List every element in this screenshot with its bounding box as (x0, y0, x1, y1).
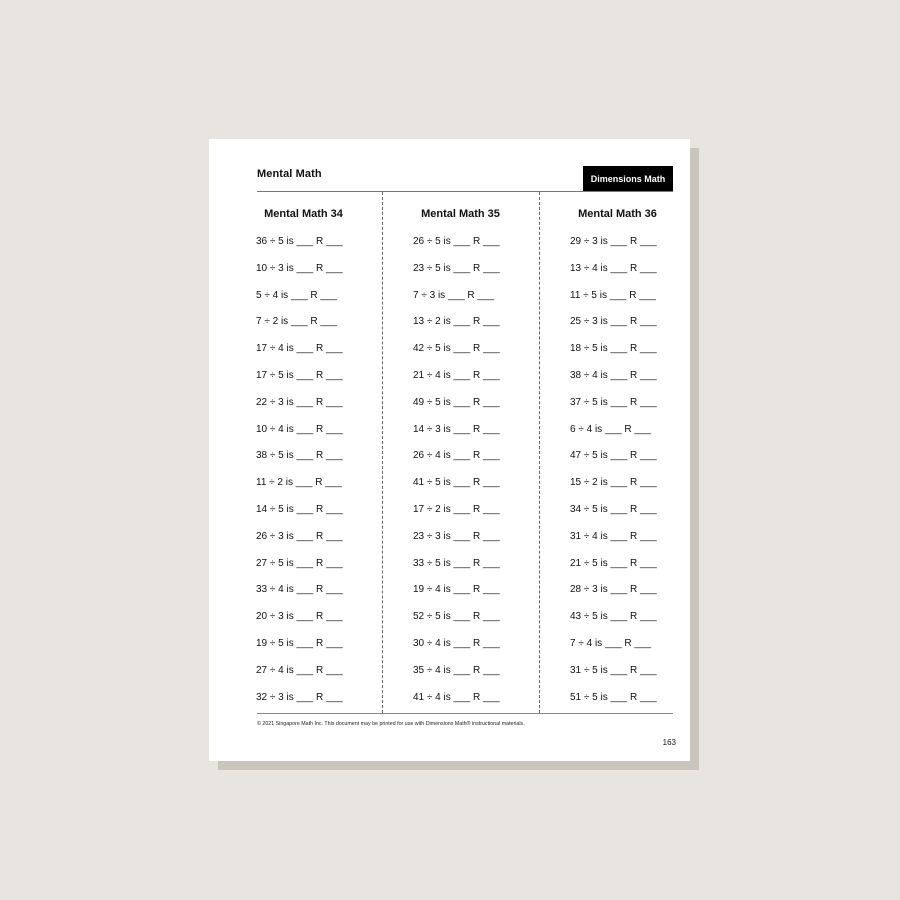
problem-item: 30 ÷ 4 is ___ R ___ (413, 638, 500, 649)
problem-item: 23 ÷ 5 is ___ R ___ (413, 262, 500, 274)
problem-item: 17 ÷ 4 is ___ R ___ (256, 343, 343, 355)
column-mental-math-34 (225, 192, 382, 713)
problem-item: 11 ÷ 5 is ___ R ___ (570, 289, 656, 301)
problem-item: 38 ÷ 4 is ___ R ___ (570, 370, 657, 381)
problem-item: 20 ÷ 3 is ___ R ___ (256, 611, 343, 623)
problem-item: 31 ÷ 5 is ___ R ___ (570, 664, 657, 676)
problem-item: 25 ÷ 3 is ___ R ___ (570, 316, 657, 328)
footer-rule (257, 713, 673, 714)
column-title: Mental Math 34 (264, 208, 343, 220)
problem-item: 17 ÷ 5 is ___ R ___ (256, 370, 343, 381)
problem-item: 29 ÷ 3 is ___ R ___ (570, 236, 657, 247)
problem-item: 41 ÷ 5 is ___ R ___ (413, 477, 500, 489)
problem-item: 49 ÷ 5 is ___ R ___ (413, 396, 500, 408)
problem-item: 27 ÷ 4 is ___ R ___ (256, 664, 343, 676)
problem-item: 13 ÷ 4 is ___ R ___ (570, 262, 657, 274)
problem-item: 36 ÷ 5 is ___ R ___ (256, 236, 343, 247)
page-title: Mental Math (257, 168, 322, 180)
column-title: Mental Math 35 (421, 208, 500, 220)
problem-item: 47 ÷ 5 is ___ R ___ (570, 450, 657, 462)
problem-item: 23 ÷ 3 is ___ R ___ (413, 530, 500, 542)
problem-item: 52 ÷ 5 is ___ R ___ (413, 611, 500, 623)
column-title: Mental Math 36 (578, 208, 657, 220)
problem-item: 37 ÷ 5 is ___ R ___ (570, 396, 657, 408)
problem-item: 28 ÷ 3 is ___ R ___ (570, 584, 657, 596)
problem-item: 27 ÷ 5 is ___ R ___ (256, 557, 343, 569)
worksheet-page (209, 139, 690, 761)
problem-item: 26 ÷ 4 is ___ R ___ (413, 450, 500, 462)
page-number: 163 (662, 738, 676, 747)
problem-item: 15 ÷ 2 is ___ R ___ (570, 477, 657, 489)
problem-item: 33 ÷ 5 is ___ R ___ (413, 557, 500, 569)
problem-item: 32 ÷ 3 is ___ R ___ (256, 691, 343, 703)
problem-item: 21 ÷ 4 is ___ R ___ (413, 370, 500, 381)
problem-item: 19 ÷ 5 is ___ R ___ (256, 638, 343, 649)
problem-item: 14 ÷ 3 is ___ R ___ (413, 423, 500, 435)
problem-item: 21 ÷ 5 is ___ R ___ (570, 557, 657, 569)
column-mental-math-35 (382, 192, 539, 713)
problem-item: 35 ÷ 4 is ___ R ___ (413, 664, 500, 676)
problem-item: 41 ÷ 4 is ___ R ___ (413, 691, 500, 703)
problem-item: 34 ÷ 5 is ___ R ___ (570, 504, 657, 515)
problem-item: 42 ÷ 5 is ___ R ___ (413, 343, 500, 355)
problem-item: 26 ÷ 3 is ___ R ___ (256, 530, 343, 542)
problem-item: 13 ÷ 2 is ___ R ___ (413, 316, 500, 328)
problem-item: 17 ÷ 2 is ___ R ___ (413, 504, 500, 515)
problem-item: 5 ÷ 4 is ___ R ___ (256, 289, 338, 301)
problem-item: 10 ÷ 4 is ___ R ___ (256, 423, 343, 435)
copyright-note: © 2021 Singapore Math Inc. This document may be printed for use with Dimensions Math® instructional materials. (257, 721, 525, 727)
problem-item: 19 ÷ 4 is ___ R ___ (413, 584, 500, 596)
problem-item: 7 ÷ 2 is ___ R ___ (256, 316, 338, 328)
problem-item: 26 ÷ 5 is ___ R ___ (413, 236, 500, 247)
problem-item: 10 ÷ 3 is ___ R ___ (256, 262, 343, 274)
problem-item: 7 ÷ 4 is ___ R ___ (570, 638, 652, 649)
problem-item: 31 ÷ 4 is ___ R ___ (570, 530, 657, 542)
problem-item: 11 ÷ 2 is ___ R ___ (256, 477, 342, 489)
brand-badge: Dimensions Math (583, 166, 673, 192)
problem-item: 14 ÷ 5 is ___ R ___ (256, 504, 343, 515)
problem-item: 38 ÷ 5 is ___ R ___ (256, 450, 343, 462)
problem-item: 22 ÷ 3 is ___ R ___ (256, 396, 343, 408)
problem-item: 7 ÷ 3 is ___ R ___ (413, 289, 495, 301)
problem-item: 6 ÷ 4 is ___ R ___ (570, 423, 652, 435)
problem-item: 33 ÷ 4 is ___ R ___ (256, 584, 343, 596)
column-mental-math-36 (539, 192, 696, 713)
problem-item: 18 ÷ 5 is ___ R ___ (570, 343, 657, 355)
problem-item: 43 ÷ 5 is ___ R ___ (570, 611, 657, 623)
problem-item: 51 ÷ 5 is ___ R ___ (570, 691, 657, 703)
